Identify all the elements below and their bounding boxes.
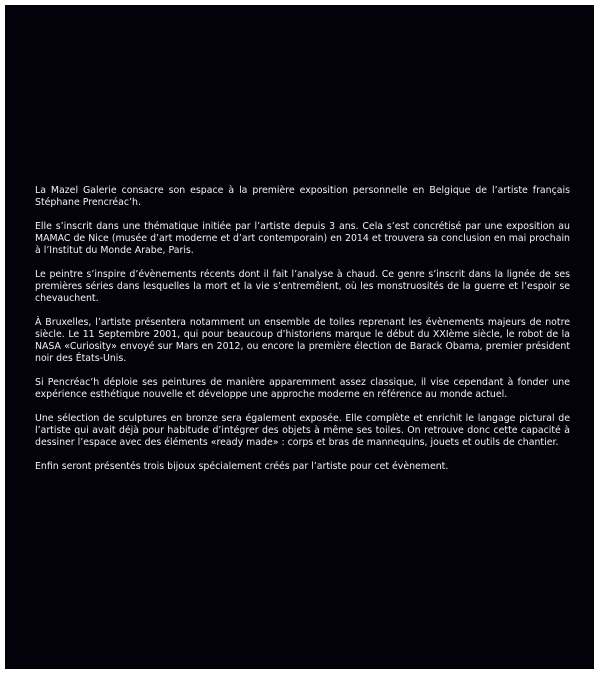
paragraph-inspiration: Le peintre s’inspire d’évènements récents dont il fait l’analyse à chaud. Ce genre s’inscrit dans la lignée de ses premières séries dans lesquelles la mort et la vie s’entremêlent, où les monstruosités de la guerre et l’espoir se chevauchent.	[35, 269, 570, 304]
paragraph-approach: Si Pencréac’h déploie ses peintures de manière apparemment assez classique, il vise cependant à fonder une expérience esthétique nouvelle et développe une approche moderne en référence au monde actuel.	[35, 377, 570, 400]
paragraph-sculptures: Une sélection de sculptures en bronze sera également exposée. Elle complète et enrichit le langage pictural de l’artiste qui avait déjà pour habitude d’intégrer des objets à même ses toiles. On retrouve donc cette capacité à dessiner l’espace avec des éléments «ready made» : corps et bras de mannequins, jouets et outils de chantier.	[35, 413, 570, 448]
paragraph-intro: La Mazel Galerie consacre son espace à la première exposition personnelle en Belgique de l’artiste français Stéphane Prencréac’h.	[35, 185, 570, 208]
paragraph-brussels: À Bruxelles, l’artiste présentera notamment un ensemble de toiles reprenant les évènements majeurs de notre siècle. Le 11 Septembre 2001, qui pour beaucoup d’historiens marque le début du XXIème siècle, le robot de la NASA «Curiosity» envoyé sur Mars en 2012, ou encore la première élection de Barack Obama, premier président noir des États-Unis.	[35, 317, 570, 364]
content-panel	[5, 5, 594, 669]
paragraph-jewels: Enfin seront présentés trois bijoux spécialement créés par l’artiste pour cet évènement.	[35, 461, 449, 472]
article-text	[35, 185, 570, 485]
paragraph-theme: Elle s’inscrit dans une thématique initiée par l’artiste depuis 3 ans. Cela s’est concrétisé par une exposition au MAMAC de Nice (musée d’art moderne et d’art contemporain) en 2014 et trouvera sa conclusion en mai prochain à l’Institut du Monde Arabe, Paris.	[35, 221, 570, 256]
